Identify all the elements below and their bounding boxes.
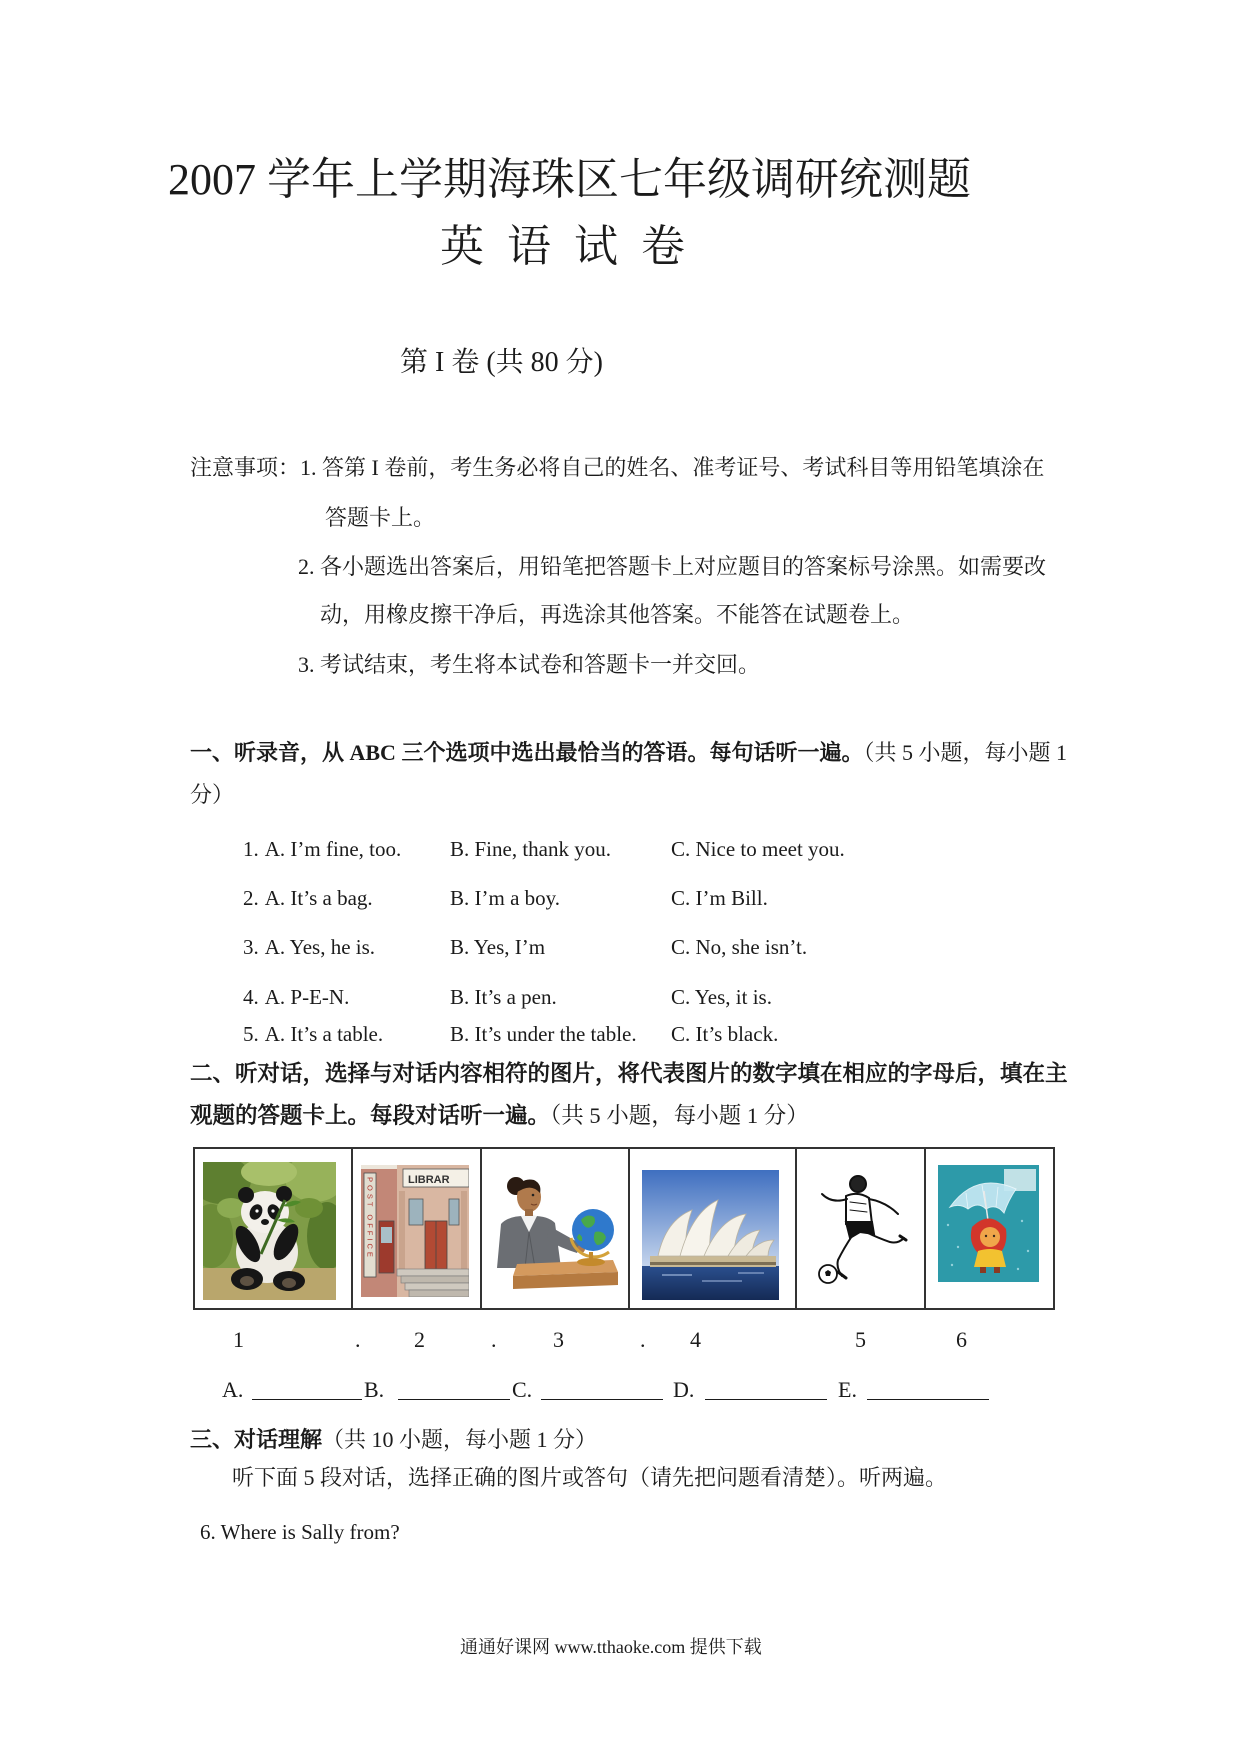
question-row: [0, 985, 1240, 1011]
answer-label-d: D.: [673, 1377, 695, 1402]
option-c: C. I’m Bill.: [671, 886, 768, 910]
answer-blank-d: [705, 1399, 827, 1400]
umbrella-girl-picture: [938, 1165, 1039, 1282]
note-item-1-continued: 答题卡上。: [325, 505, 436, 530]
option-a: [243, 1022, 383, 1047]
note-item-2-continued: 动，用橡皮擦干净后，再选涂其他答案。不能答在试题卷上。: [320, 602, 915, 627]
option-c: C. Nice to meet you.: [671, 837, 845, 861]
question-number: 5.: [243, 1022, 259, 1046]
panda-picture: [203, 1162, 336, 1300]
section1-scoring: （共 5 小题，每小题 1: [863, 740, 1067, 765]
question-row: [0, 935, 1240, 961]
number-separator: .: [491, 1327, 497, 1352]
picture-cell-5: [797, 1149, 926, 1308]
option-a-text: A. Yes, he is.: [264, 935, 376, 959]
post-office-building: [361, 1169, 397, 1297]
option-a-text: A. It’s a table.: [264, 1022, 384, 1046]
section2-heading-bold: 观题的答题卡上。每段对话听一遍。: [190, 1103, 551, 1128]
library-sign: LIBRAR: [408, 1174, 450, 1186]
picture-number-2: 2: [414, 1327, 425, 1352]
picture-number-4: 4: [690, 1327, 701, 1352]
question-row: [0, 886, 1240, 912]
question-number: 4.: [243, 985, 259, 1009]
soccer-player-picture: [806, 1170, 914, 1287]
option-c: C. No, she isn’t.: [671, 935, 808, 959]
option-a-text: A. P-E-N.: [264, 985, 350, 1009]
exam-subtitle: 英 语 试 卷: [440, 222, 691, 271]
section2-heading-line-2: [190, 1102, 809, 1129]
option-a-text: A. I’m fine, too.: [264, 837, 402, 861]
section1-heading: [190, 740, 1067, 766]
page-footer: 通通好课网 www.tthaoke.com 提供下载: [460, 1637, 762, 1657]
answer-blank-e: [867, 1399, 989, 1400]
teacher: [497, 1177, 585, 1268]
answer-label-c: C.: [512, 1377, 533, 1402]
question-number: 2.: [243, 886, 259, 910]
exam-title: 2007 学年上学期海珠区七年级调研统测题: [168, 155, 971, 204]
option-a: [243, 985, 349, 1010]
answer-label-e: E.: [838, 1377, 857, 1402]
answer-blank-a: [252, 1399, 362, 1400]
sydney-opera-house-picture: [642, 1170, 779, 1300]
option-a: [243, 837, 401, 862]
section1-scoring-continued: 分）: [190, 782, 235, 807]
section3-heading: [190, 1427, 597, 1453]
picture-table: [193, 1147, 1055, 1310]
section1-title: 一、听录音，从 ABC 三个选项中选出最恰当的答语。每句话听一遍。: [190, 740, 864, 765]
question-row: [0, 1022, 1240, 1048]
soccer-player: [822, 1176, 906, 1278]
option-b: B. I’m a boy.: [450, 886, 561, 910]
soccer-ball: [819, 1265, 837, 1283]
teacher-with-globe-picture: [489, 1168, 620, 1290]
question-number: 1.: [243, 837, 259, 861]
picture-cell-3: [482, 1149, 630, 1308]
part-heading: 第 I 卷 (共 80 分): [400, 347, 603, 378]
note-item-1: 1. 答第 I 卷前，考生务必将自己的姓名、准考证号、考试科目等用铅笔填涂在: [300, 455, 1045, 480]
notes-label: 注意事项：: [190, 455, 301, 480]
option-a-text: A. It’s a bag.: [264, 886, 373, 910]
section2-heading-line-1: 二、听对话，选择与对话内容相符的图片，将代表图片的数字填在相应的字母后，填在主: [190, 1061, 1068, 1086]
option-a: [243, 935, 375, 960]
option-b: B. It’s a pen.: [450, 985, 557, 1009]
globe: [571, 1209, 614, 1266]
picture-number-1: 1: [233, 1327, 244, 1352]
picture-cell-1: [195, 1149, 353, 1308]
option-c: C. Yes, it is.: [671, 985, 772, 1009]
note-item-3: 3. 考试结束，考生将本试卷和答题卡一并交回。: [298, 652, 761, 677]
answer-blank-b: [398, 1399, 510, 1400]
answer-label-b: B.: [364, 1377, 385, 1402]
number-separator: .: [355, 1327, 361, 1352]
girl: [971, 1218, 1007, 1273]
picture-number-3: 3: [553, 1327, 564, 1352]
picture-number-6: 6: [956, 1327, 967, 1352]
question-number: 3.: [243, 935, 259, 959]
post-office-sign: POST OFFICE: [365, 1177, 375, 1260]
option-c: C. It’s black.: [671, 1022, 779, 1046]
number-separator: .: [640, 1327, 646, 1352]
picture-cell-6: [926, 1149, 1053, 1308]
option-a: [243, 886, 373, 911]
answer-blank-c: [541, 1399, 663, 1400]
section3-scoring: （共 10 小题，每小题 1 分）: [322, 1427, 598, 1452]
library-post-office-picture: [361, 1165, 469, 1297]
question-row: [0, 837, 1240, 863]
note-item-2: 2. 各小题选出答案后，用铅笔把答题卡上对应题目的答案标号涂黑。如需要改: [298, 554, 1047, 579]
question-6: 6. Where is Sally from?: [200, 1520, 400, 1544]
section3-title: 三、对话理解: [190, 1427, 323, 1452]
picture-cell-4: [630, 1149, 797, 1308]
answer-label-a: A.: [222, 1377, 244, 1402]
picture-number-5: 5: [855, 1327, 866, 1352]
notes-line-1: [190, 455, 1044, 481]
water: [642, 1266, 779, 1300]
section3-instruction: 听下面 5 段对话，选择正确的图片或答句（请先把问题看清楚）。听两遍。: [232, 1465, 948, 1490]
option-b: B. Yes, I’m: [450, 935, 546, 959]
picture-cell-2: [353, 1149, 482, 1308]
option-b: B. It’s under the table.: [450, 1022, 637, 1046]
option-b: B. Fine, thank you.: [450, 837, 611, 861]
section2-scoring: （共 5 小题，每小题 1 分）: [550, 1103, 809, 1128]
